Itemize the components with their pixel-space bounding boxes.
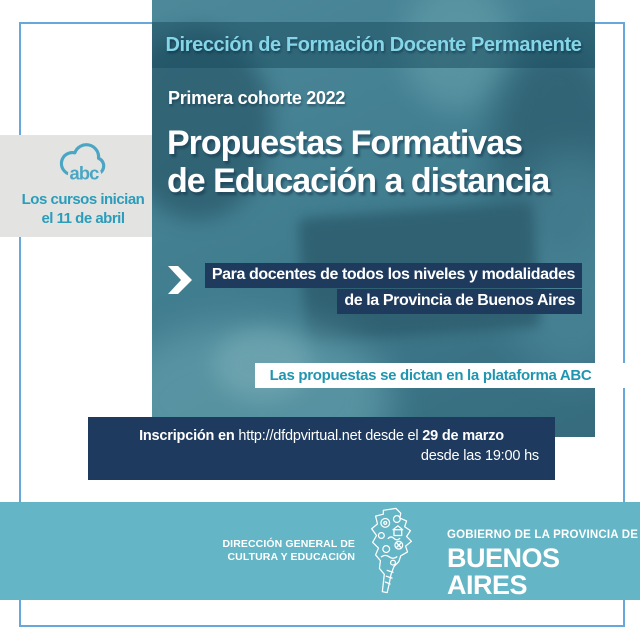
abc-cloud-icon xyxy=(16,139,152,190)
inscription-line2: desde las 19:00 hs xyxy=(420,448,539,464)
header-band xyxy=(152,22,595,68)
start-date-text xyxy=(0,190,152,228)
hero-title-line1: Propuestas Formativas xyxy=(167,124,523,162)
start-date-line2: el 11 de abril xyxy=(41,210,125,227)
cohort-label: Primera cohorte 2022 xyxy=(168,88,346,108)
inscription-bar xyxy=(88,417,555,480)
org-name-line2: CULTURA Y EDUCACIÓN xyxy=(227,551,355,563)
inscription-url: http://dfdpvirtual.net xyxy=(238,428,362,444)
platform-bar-text: Las propuestas se dictan en la plataforma ABC xyxy=(269,367,592,384)
inscription-middle: desde el xyxy=(365,428,419,444)
footer-banner xyxy=(0,502,640,600)
start-date-box xyxy=(0,135,152,237)
buenos-aires-province-map-icon xyxy=(362,506,424,601)
org-name-line1: DIRECCIÓN GENERAL DE xyxy=(222,538,355,550)
government-branding xyxy=(447,530,640,599)
audience-block xyxy=(198,262,582,314)
gov-line1: GOBIERNO DE LA PROVINCIA DE xyxy=(447,529,639,541)
audience-line2: de la Provincia de Buenos Aires xyxy=(337,289,582,314)
inscription-prefix: Inscripción en xyxy=(139,428,235,444)
abc-cloud-text: abc xyxy=(69,162,99,184)
inscription-line1 xyxy=(104,428,539,444)
start-date-line1: Los cursos inician xyxy=(21,191,145,208)
header-band-title: Dirección de Formación Docente Permanente xyxy=(165,33,582,56)
platform-bar xyxy=(255,363,632,388)
org-name xyxy=(223,538,356,564)
chevron-right-icon xyxy=(168,266,194,294)
gov-line2: BUENOS AIRES xyxy=(447,542,560,600)
hero-title-line2: de Educación a distancia xyxy=(167,162,550,200)
hero-title xyxy=(167,124,549,200)
inscription-date: 29 de marzo xyxy=(422,428,504,444)
audience-line1: Para docentes de todos los niveles y modalidades xyxy=(205,263,582,288)
